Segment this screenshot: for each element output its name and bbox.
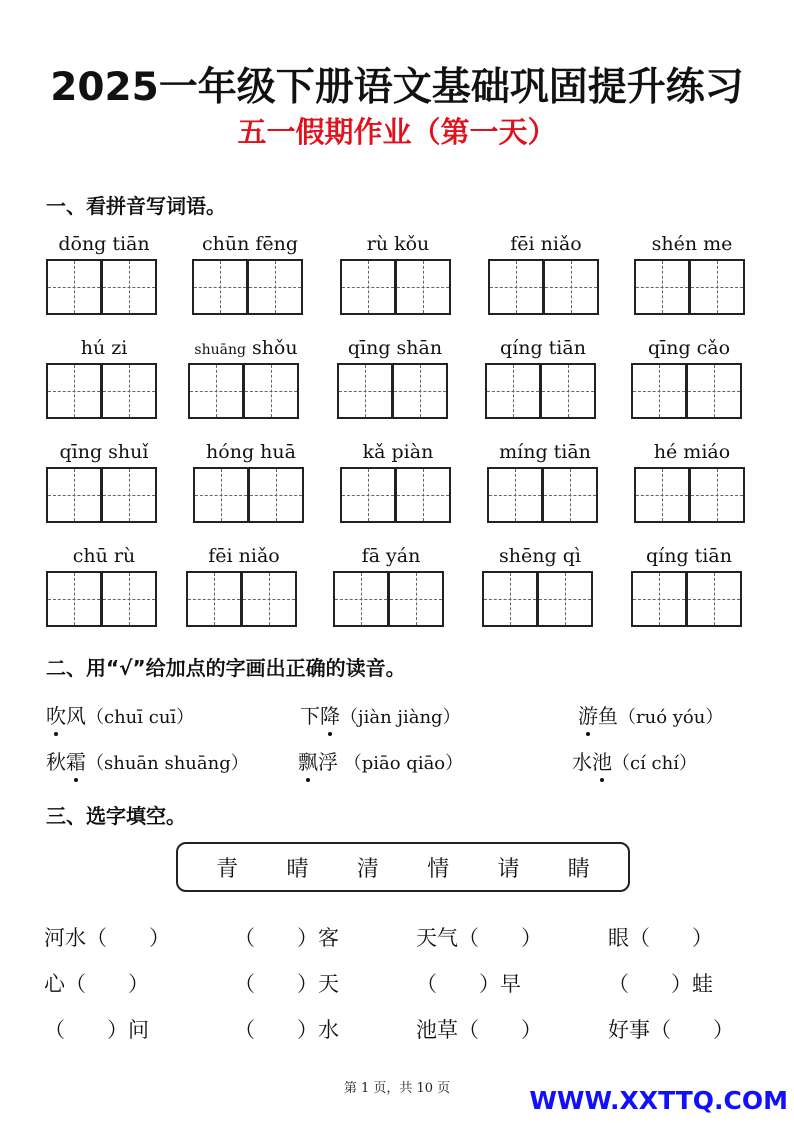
pinyin-syllable: tiān xyxy=(553,441,591,463)
pinyin-label xyxy=(340,441,456,467)
fill-blank[interactable]: （ ）水 xyxy=(234,1018,339,1042)
character-choice-box xyxy=(176,842,630,892)
pinyin-word-cell xyxy=(340,441,456,523)
pinyin-word-cell xyxy=(46,545,162,627)
pinyin-syllable: huā xyxy=(260,441,296,463)
fill-blank[interactable]: 天气（ ） xyxy=(416,926,542,950)
pinyin-label xyxy=(482,545,598,571)
pronunciation-options[interactable]: （shuān shuāng） xyxy=(86,753,249,774)
pinyin-label xyxy=(46,545,162,571)
pronunciation-options[interactable]: （piāo qiāo） xyxy=(338,753,464,774)
writing-box[interactable] xyxy=(188,363,244,419)
pinyin-syllable: fēi xyxy=(510,233,535,255)
pinyin-syllable: hú xyxy=(80,337,106,359)
pinyin-syllable: niǎo xyxy=(540,233,582,255)
section3-heading: 三、选字填空。 xyxy=(46,804,186,828)
pinyin-syllable: tiān xyxy=(112,233,150,255)
writing-box[interactable] xyxy=(540,363,596,419)
writing-box[interactable] xyxy=(337,363,393,419)
writing-box[interactable] xyxy=(631,571,687,627)
word-character: 秋 xyxy=(46,750,66,774)
writing-box[interactable] xyxy=(537,571,593,627)
writing-box[interactable] xyxy=(485,363,541,419)
writing-box[interactable] xyxy=(686,571,742,627)
fill-blank[interactable]: （ ）天 xyxy=(234,972,339,996)
writing-box[interactable] xyxy=(333,571,389,627)
writing-box[interactable] xyxy=(340,467,396,523)
word-character: 风 xyxy=(66,704,86,728)
writing-box[interactable] xyxy=(488,259,544,315)
writing-box[interactable] xyxy=(543,259,599,315)
fill-blank[interactable]: （ ）早 xyxy=(416,972,521,996)
word-character: 鱼 xyxy=(598,704,618,728)
pinyin-syllable: kǒu xyxy=(394,233,430,255)
pinyin-label xyxy=(46,337,162,363)
writing-box[interactable] xyxy=(248,467,304,523)
writing-box[interactable] xyxy=(482,571,538,627)
writing-box[interactable] xyxy=(46,363,102,419)
pinyin-syllable: shān xyxy=(396,337,443,359)
pinyin-syllable: fā xyxy=(361,545,381,567)
writing-box[interactable] xyxy=(46,467,102,523)
pinyin-label xyxy=(631,337,747,363)
fill-blank[interactable]: 眼（ ） xyxy=(608,926,713,950)
pinyin-label xyxy=(193,441,309,467)
watermark: WWW.XXTTQ.COM xyxy=(529,1086,788,1115)
fill-blank[interactable]: （ ）问 xyxy=(44,1018,149,1042)
writing-box[interactable] xyxy=(542,467,598,523)
pinyin-syllable: qíng xyxy=(646,545,689,567)
pinyin-syllable: piàn xyxy=(391,441,434,463)
fill-blank[interactable]: 河水（ ） xyxy=(44,926,170,950)
pinyin-syllable: shuǐ xyxy=(108,441,149,463)
writing-box[interactable] xyxy=(101,571,157,627)
pinyin-word-cell xyxy=(46,441,162,523)
pinyin-word-cell xyxy=(634,441,750,523)
fill-blank[interactable]: （ ）蛙 xyxy=(608,972,713,996)
writing-box[interactable] xyxy=(388,571,444,627)
choice-character: 情 xyxy=(427,856,450,882)
pinyin-label xyxy=(340,233,456,259)
choice-character: 清 xyxy=(356,856,379,882)
pinyin-word-cell xyxy=(188,337,304,419)
pinyin-word-cell xyxy=(46,337,162,419)
pronunciation-item xyxy=(298,746,463,775)
pinyin-word-cell xyxy=(487,441,603,523)
pronunciation-options[interactable]: （jiàn jiàng） xyxy=(340,707,461,728)
pinyin-word-cell xyxy=(340,233,456,315)
writing-box[interactable] xyxy=(101,467,157,523)
pinyin-label xyxy=(188,337,304,363)
pinyin-label xyxy=(485,337,601,363)
pinyin-word-cell xyxy=(488,233,604,315)
pronunciation-options[interactable]: （cí chí） xyxy=(612,753,697,774)
pinyin-syllable: shén xyxy=(651,233,698,255)
choice-character: 请 xyxy=(497,856,520,882)
pinyin-syllable: dōng xyxy=(58,233,107,255)
fill-blank[interactable]: 池草（ ） xyxy=(416,1018,542,1042)
writing-box[interactable] xyxy=(340,259,396,315)
pinyin-syllable: shēng xyxy=(499,545,557,567)
pinyin-word-cell xyxy=(485,337,601,419)
page-footer: 第 1 页，共 10 页 xyxy=(343,1081,451,1096)
writing-box[interactable] xyxy=(395,259,451,315)
word-character: 下 xyxy=(300,704,320,728)
word-character: 水 xyxy=(572,750,592,774)
choice-character: 青 xyxy=(216,856,239,882)
pinyin-syllable: qíng xyxy=(500,337,543,359)
pinyin-syllable: miáo xyxy=(683,441,731,463)
pinyin-syllable: rù xyxy=(113,545,136,567)
pinyin-word-cell xyxy=(192,233,308,315)
fill-blank[interactable]: 好事（ ） xyxy=(608,1018,734,1042)
pinyin-syllable: hé xyxy=(653,441,678,463)
pinyin-syllable: niǎo xyxy=(238,545,280,567)
section2-heading: 二、用“√”给加点的字画出正确的读音。 xyxy=(46,656,406,680)
writing-box[interactable] xyxy=(247,259,303,315)
pinyin-syllable: hóng xyxy=(206,441,255,463)
dotted-character: 池 xyxy=(592,746,612,775)
pinyin-label xyxy=(46,441,162,467)
dotted-character: 飘 xyxy=(298,746,318,775)
pinyin-syllable: shuāng xyxy=(194,342,246,358)
pinyin-syllable: zi xyxy=(111,337,128,359)
pinyin-label xyxy=(634,441,750,467)
pinyin-syllable: rù xyxy=(366,233,389,255)
dotted-character: 降 xyxy=(320,700,340,729)
pinyin-syllable: kǎ xyxy=(362,441,386,463)
pinyin-syllable: yán xyxy=(386,545,421,567)
pinyin-label xyxy=(631,545,747,571)
pinyin-word-cell xyxy=(333,545,449,627)
pinyin-syllable: me xyxy=(703,233,733,255)
pinyin-label xyxy=(186,545,302,571)
dotted-character: 吹 xyxy=(46,700,66,729)
pinyin-syllable: cǎo xyxy=(696,337,731,359)
writing-box[interactable] xyxy=(686,363,742,419)
pinyin-syllable: chū xyxy=(72,545,108,567)
pinyin-syllable: chūn xyxy=(201,233,250,255)
writing-box[interactable] xyxy=(689,467,745,523)
writing-box[interactable] xyxy=(243,363,299,419)
pinyin-label xyxy=(487,441,603,467)
pinyin-syllable: qīng xyxy=(59,441,103,463)
pinyin-label xyxy=(634,233,750,259)
pinyin-syllable: tiān xyxy=(548,337,586,359)
pronunciation-options[interactable]: （ruó yóu） xyxy=(618,707,724,728)
choice-character: 晴 xyxy=(286,856,309,882)
pinyin-word-cell xyxy=(193,441,309,523)
dotted-character: 游 xyxy=(578,700,598,729)
writing-box[interactable] xyxy=(392,363,448,419)
pinyin-syllable: qì xyxy=(562,545,581,567)
pinyin-word-cell xyxy=(337,337,453,419)
pronunciation-item xyxy=(578,700,723,729)
writing-box[interactable] xyxy=(689,259,745,315)
pinyin-word-cell xyxy=(186,545,302,627)
writing-box[interactable] xyxy=(46,259,102,315)
fill-blank[interactable]: （ ）客 xyxy=(234,926,339,950)
writing-box[interactable] xyxy=(634,467,690,523)
pinyin-label xyxy=(46,233,162,259)
writing-box[interactable] xyxy=(101,259,157,315)
pronunciation-item xyxy=(572,746,697,775)
pinyin-syllable: fēi xyxy=(208,545,233,567)
pinyin-word-cell xyxy=(482,545,598,627)
writing-box[interactable] xyxy=(631,363,687,419)
pinyin-word-cell xyxy=(631,337,747,419)
writing-box[interactable] xyxy=(634,259,690,315)
pinyin-word-cell xyxy=(46,233,162,315)
writing-box[interactable] xyxy=(241,571,297,627)
writing-box[interactable] xyxy=(193,467,249,523)
pinyin-syllable: qīng xyxy=(347,337,391,359)
pronunciation-item xyxy=(46,700,194,729)
pronunciation-options[interactable]: （chuī cuī） xyxy=(86,707,195,728)
writing-box[interactable] xyxy=(192,259,248,315)
page-title: 2025一年级下册语文基础巩固提升练习 xyxy=(50,65,744,110)
fill-blank[interactable]: 心（ ） xyxy=(44,972,149,996)
pinyin-word-cell xyxy=(634,233,750,315)
pinyin-syllable: shǒu xyxy=(251,337,298,359)
pinyin-syllable: tiān xyxy=(694,545,732,567)
pinyin-syllable: fēng xyxy=(255,233,299,255)
section1-heading: 一、看拼音写词语。 xyxy=(46,194,226,218)
writing-box[interactable] xyxy=(101,363,157,419)
dotted-character: 霜 xyxy=(66,746,86,775)
word-character: 浮 xyxy=(318,750,338,774)
pinyin-label xyxy=(488,233,604,259)
writing-box[interactable] xyxy=(186,571,242,627)
pinyin-syllable: qīng xyxy=(647,337,691,359)
choice-character: 睛 xyxy=(567,856,590,882)
writing-box[interactable] xyxy=(46,571,102,627)
page-subtitle: 五一假期作业（第一天） xyxy=(237,115,557,149)
writing-box[interactable] xyxy=(395,467,451,523)
pinyin-label xyxy=(337,337,453,363)
writing-box[interactable] xyxy=(487,467,543,523)
pronunciation-item xyxy=(300,700,461,729)
pinyin-label xyxy=(192,233,308,259)
pinyin-syllable: míng xyxy=(499,441,548,463)
pinyin-word-cell xyxy=(631,545,747,627)
pronunciation-item xyxy=(46,746,249,775)
pinyin-label xyxy=(333,545,449,571)
